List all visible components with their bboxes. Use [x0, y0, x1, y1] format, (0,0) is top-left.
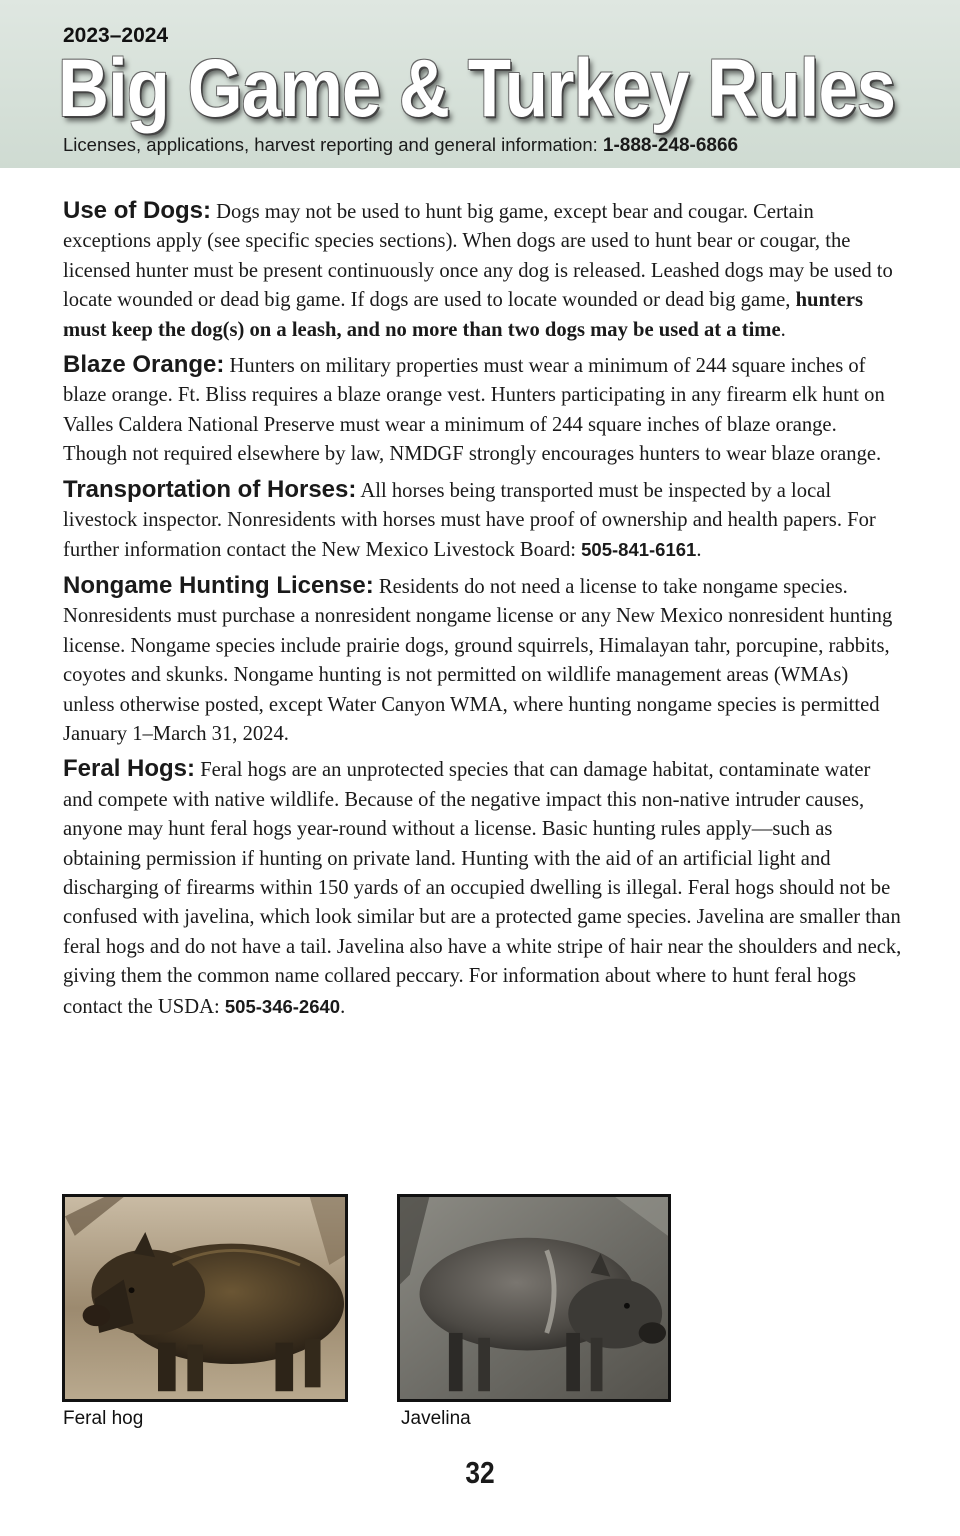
section-heading: Nongame Hunting License: [63, 571, 374, 599]
section-heading: Use of Dogs: [63, 197, 212, 224]
section-text: Dogs may not be used to hunt big game, except bear and cougar. Certain exceptions apply (see specific species sections). When dogs are used to hunt bear or cougar, the licensed hunter must be present continuously once any dog is released. Leashed dogs may be used to locate wounded or dead big game. If dogs are used to locate wounded or dead big game, [63, 201, 893, 312]
livestock-board-phone: 505-841-6161 [581, 539, 697, 561]
javelina-image [400, 1197, 668, 1399]
subtitle-text: Licenses, applications, harvest reporting and general information: [63, 134, 598, 155]
feral-hog-image [65, 1197, 345, 1399]
main-content [63, 196, 903, 1027]
section-text: Residents do not need a license to take nongame species. Nonresidents must purchase a nonresident nongame license or any New Mexico nonresident hunting license. Nongame species include prairie dogs, ground squirrels, Himalayan tahr, porcupine, rabbits, coyotes and skunks. Nongame hunting is not permitted on wildlife management areas (WMAs) unless otherwise posted, except Water Canyon WMA, where hunting nongame species is permitted January 1–March 31, 2024. [63, 575, 893, 745]
page-title: Big Game & Turkey Rules [58, 43, 896, 134]
section-heading: Transportation of Horses: [63, 475, 357, 503]
feral-hog-photo [62, 1194, 348, 1402]
usda-phone: 505-346-2640 [224, 995, 341, 1017]
section-blaze-orange [63, 350, 903, 470]
page-number: 32 [465, 1455, 495, 1490]
info-phone-number: 1-888-248-6866 [602, 135, 739, 156]
javelina-caption: Javelina [401, 1408, 471, 1429]
punctuation: . [780, 318, 786, 341]
section-heading: Feral Hogs: [63, 755, 196, 783]
punctuation: . [696, 539, 702, 562]
section-bold-text: hunters must keep the dog(s) on a leash, and no more than two dogs may be used at a time [63, 289, 864, 341]
section-text: All horses being transported must be inspected by a local livestock inspector. Nonresidents with horses must have proof of ownership and health papers. For further information contact the New Mexico Livestock Board: [63, 479, 876, 562]
section-feral-hogs [63, 754, 903, 1022]
section-text: Hunters on military properties must wear a minimum of 244 square inches of blaze orange. Ft. Bliss requires a blaze orange vest. Hunters participating in any firearm elk hunt on Valles Caldera National Preserve must wear a minimum of 244 square inches of blaze orange. Though not required elsewhere by law, NMDGF strongly encourages hunters to wear blaze orange. [63, 355, 885, 466]
page-header [0, 0, 960, 168]
section-horses [63, 475, 903, 566]
javelina-photo [397, 1194, 671, 1402]
punctuation: . [340, 995, 346, 1018]
section-nongame [63, 571, 903, 749]
section-dogs [63, 196, 903, 345]
header-subtitle [63, 134, 738, 157]
section-text: Feral hogs are an unprotected species that can damage habitat, contaminate water and compete with native wildlife. Because of the negative impact this non-native intruder causes, anyone may hunt feral hogs year-round without a license. Basic hunting rules apply—such as obtaining permission if hunting on private land. Hunting with the aid of an artificial light and discharging of firearms within 150 yards of an occupied dwelling is illegal. Feral hogs should not be confused with javelina, which look similar but are a protected game species. Javelina are smaller than feral hogs and do not have a tail. Javelina also have a white stripe of hair near the shoulders and neck, giving them the common name collared peccary. For information about where to hunt feral hogs contact the USDA: [63, 759, 902, 1018]
section-heading: Blaze Orange: [63, 351, 225, 379]
feral-hog-caption: Feral hog [63, 1408, 144, 1429]
edition-year: 2023–2024 [63, 24, 169, 47]
